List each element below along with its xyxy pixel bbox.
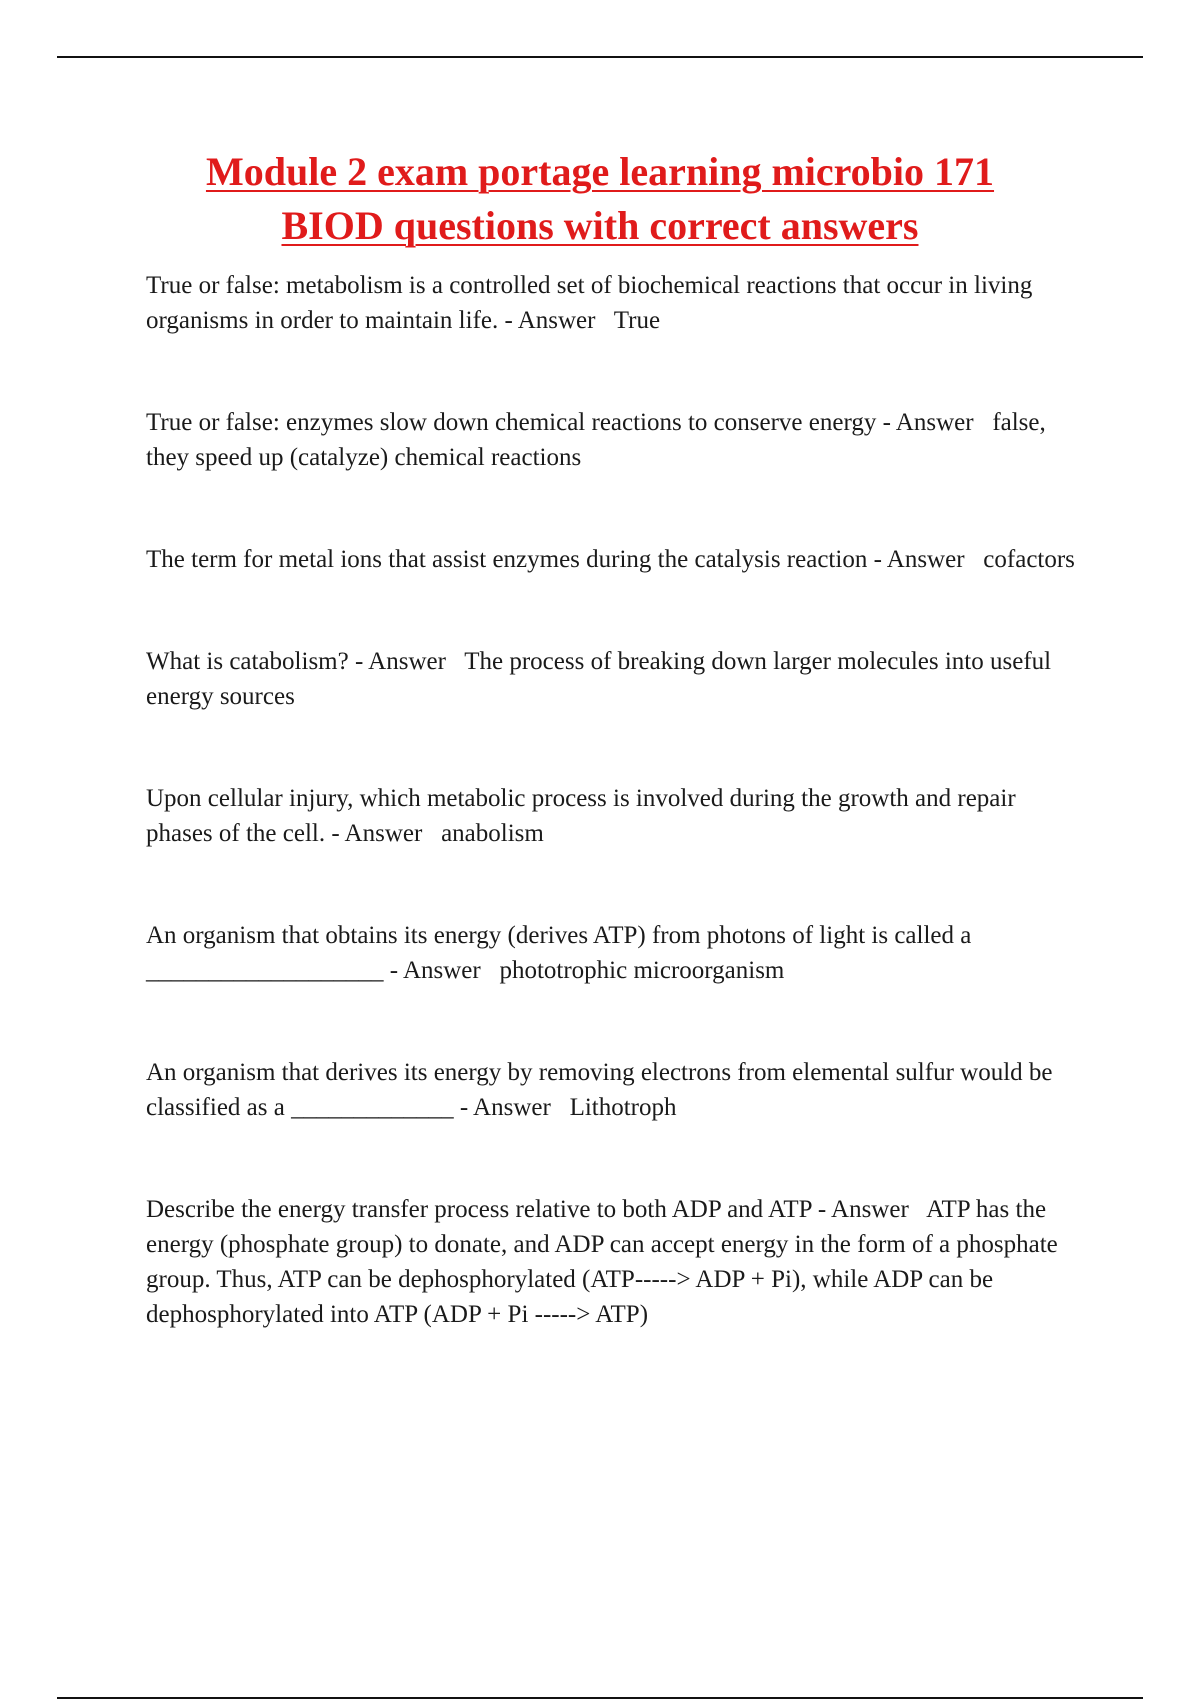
answer-separator: - Answer bbox=[348, 648, 465, 675]
question-answer-list bbox=[146, 268, 1086, 1399]
qa-item-5 bbox=[146, 781, 1086, 851]
qa-item-8 bbox=[146, 1192, 1086, 1332]
top-divider bbox=[57, 56, 1143, 58]
answer-separator: - Answer bbox=[453, 1094, 570, 1121]
title-line-2: BIOD questions with correct answers bbox=[281, 203, 919, 248]
answer-separator: - Answer bbox=[383, 957, 500, 984]
question-text: Describe the energy transfer process relative to both ADP and ATP bbox=[146, 1196, 812, 1223]
qa-item-7 bbox=[146, 1055, 1086, 1125]
answer-text: Lithotroph bbox=[569, 1094, 677, 1121]
question-text: True or false: enzymes slow down chemical reactions to conserve energy bbox=[146, 409, 877, 436]
qa-item-3 bbox=[146, 542, 1086, 577]
question-text: True or false: metabolism is a controlled set of biochemical reactions that occur in living organisms in order to maintain life. bbox=[146, 272, 1033, 334]
question-text: The term for metal ions that assist enzymes during the catalysis reaction bbox=[146, 546, 868, 573]
answer-text: The process of breaking down larger molecules into useful energy sources bbox=[146, 648, 1052, 710]
qa-item-6 bbox=[146, 918, 1086, 988]
question-text: An organism that obtains its energy (derives ATP) from photons of light is called a ___________________ bbox=[146, 922, 972, 984]
answer-text: ATP has the energy (phosphate group) to donate, and ADP can accept energy in the form of a phosphate group. Thus, ATP can be dephosphorylated (ATP-----> ADP + Pi), while ADP can be dephosphorylated into ATP (ADP + Pi -----> ATP) bbox=[146, 1196, 1058, 1328]
answer-separator: - Answer bbox=[811, 1196, 927, 1223]
answer-separator: - Answer bbox=[867, 546, 984, 573]
qa-item-2 bbox=[146, 405, 1086, 475]
question-text: Upon cellular injury, which metabolic process is involved during the growth and repair phases of the cell. bbox=[146, 785, 1016, 847]
answer-text: True bbox=[613, 307, 661, 334]
qa-item-4 bbox=[146, 644, 1086, 714]
title-line-1: Module 2 exam portage learning microbio 171 bbox=[205, 149, 995, 194]
bottom-divider bbox=[57, 1697, 1143, 1699]
qa-item-1 bbox=[146, 268, 1086, 338]
answer-text: phototrophic microorganism bbox=[499, 957, 785, 984]
answer-text: anabolism bbox=[441, 820, 544, 847]
document-title bbox=[120, 145, 1080, 253]
answer-separator: - Answer bbox=[325, 820, 442, 847]
question-text: An organism that derives its energy by removing electrons from elemental sulfur would be classified as a _____________ bbox=[146, 1059, 1053, 1121]
answer-text: false, they speed up (catalyze) chemical reactions bbox=[146, 409, 1046, 471]
answer-separator: - Answer bbox=[876, 409, 993, 436]
question-text: What is catabolism? bbox=[146, 648, 349, 675]
answer-separator: - Answer bbox=[498, 307, 614, 334]
answer-text: cofactors bbox=[983, 546, 1075, 573]
